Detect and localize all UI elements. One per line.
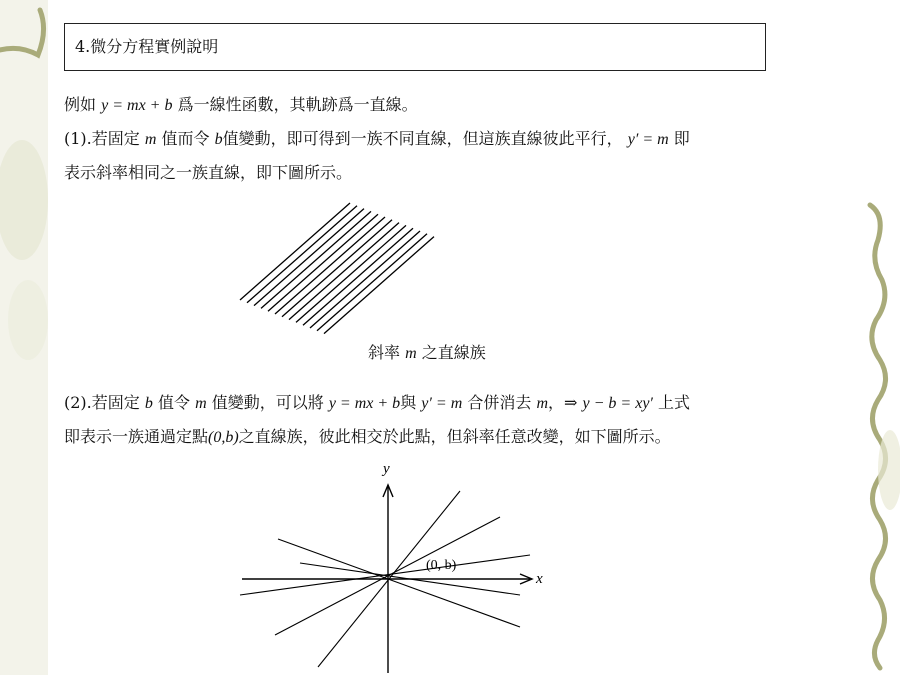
parallel-line bbox=[289, 223, 399, 320]
parallel-line bbox=[317, 234, 427, 331]
part2-line2-suffix: 之直線族，彼此相交於此點，但斜率任意改變，如下圖所示。 bbox=[238, 427, 671, 446]
part1-suffix: 即 bbox=[673, 129, 690, 148]
section-title-box bbox=[64, 23, 766, 71]
part2-eq1: y = mx + b bbox=[328, 395, 401, 412]
part2-line2-prefix: 即表示一族通過定點 bbox=[64, 427, 209, 446]
part2-mid3: 與 bbox=[400, 393, 417, 412]
caption-suffix: 之直線族 bbox=[421, 343, 486, 362]
intro-equation: y = mx + b bbox=[101, 97, 173, 114]
parallel-lines-figure bbox=[230, 195, 450, 345]
part1-deriv-eq: y′ = m bbox=[627, 131, 669, 148]
intro-prefix: 例如 bbox=[64, 95, 97, 114]
part2-var-m: m bbox=[195, 395, 207, 412]
part2-var-b: b bbox=[144, 395, 153, 412]
parallel-line bbox=[296, 225, 406, 322]
part2-point: (0,b) bbox=[208, 429, 239, 446]
part2-mid5: ，⇒ bbox=[548, 393, 578, 412]
figure1-caption bbox=[368, 340, 486, 363]
part2-mid4: 合併消去 bbox=[467, 393, 532, 412]
part1-line2: 表示斜率相同之一族直線，即下圖所示。 bbox=[64, 163, 353, 182]
intro-suffix: 爲一線性函數，其軌跡爲一直線。 bbox=[177, 95, 418, 114]
part1-var-b: b bbox=[214, 131, 223, 148]
y-axis-label: y bbox=[383, 461, 390, 477]
pencil-line bbox=[240, 555, 530, 595]
right-vine-icon bbox=[870, 205, 886, 668]
part1-mid2: 值變動，即可得到一族不同直線，但這族直線彼此平行， bbox=[222, 129, 623, 148]
part1-mid: 值而令 bbox=[161, 129, 210, 148]
parallel-line bbox=[261, 211, 371, 308]
part2-mid2: 值變動，可以將 bbox=[211, 393, 324, 412]
part2-line2 bbox=[64, 424, 671, 447]
part1-prefix: (1).若固定 bbox=[64, 129, 140, 148]
intro-line bbox=[64, 92, 418, 115]
part2-suffix: 上式 bbox=[658, 393, 691, 412]
part1-var-m: m bbox=[144, 131, 157, 148]
parallel-line bbox=[268, 214, 378, 311]
parallel-line bbox=[324, 237, 434, 334]
part2-eq2: y′ = m bbox=[421, 395, 463, 412]
part2-var-m2: m bbox=[536, 395, 549, 412]
parallel-line bbox=[275, 217, 385, 314]
part2-eq3: y − b = xy′ bbox=[582, 395, 653, 412]
point-label: (0, b) bbox=[426, 558, 457, 573]
pencil-of-lines-figure bbox=[230, 455, 560, 675]
part2-prefix: (2).若固定 bbox=[64, 393, 140, 412]
x-axis-label: x bbox=[536, 571, 543, 587]
left-flower-shadow-2 bbox=[8, 280, 48, 360]
parallel-line bbox=[254, 209, 364, 306]
parallel-line bbox=[240, 203, 350, 300]
parallel-line bbox=[310, 231, 420, 328]
parallel-line bbox=[282, 220, 392, 317]
parallel-line bbox=[247, 206, 357, 303]
parallel-line bbox=[303, 228, 413, 325]
part1-line1 bbox=[64, 126, 690, 149]
caption-var: m bbox=[405, 345, 417, 362]
part2-line1 bbox=[64, 390, 690, 413]
section-title: 4.微分方程實例說明 bbox=[75, 37, 219, 56]
caption-prefix: 斜率 bbox=[368, 343, 401, 362]
part2-mid: 值令 bbox=[157, 393, 190, 412]
